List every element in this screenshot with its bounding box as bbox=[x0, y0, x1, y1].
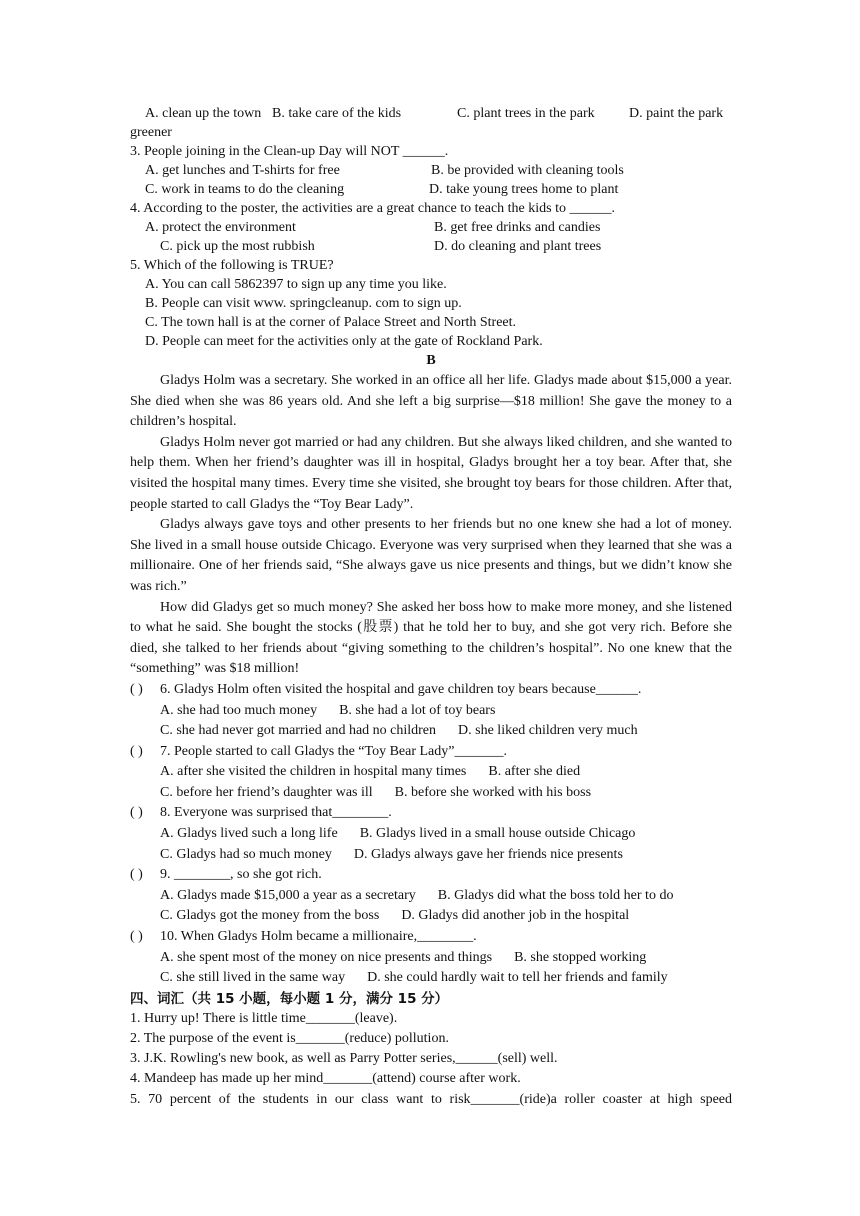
passage-paragraph: Gladys Holm never got married or had any children. But she always liked children, and she wanted to help them. When her friend’s daughter was ill in hospital, Gladys brought her a toy bear. After that, she visited the hospital many times. Every time she visited, she brought toy bears for those children. After that, people started to call Gladys the “Toy Bear Lady”. bbox=[130, 434, 732, 512]
q5-option-c: C. The town hall is at the corner of Palace Street and North Street. bbox=[145, 315, 517, 330]
vocab-item: 3. J.K. Rowling's new book, as well as Parry Potter series,______(sell) well. bbox=[130, 1051, 558, 1067]
question-6 bbox=[130, 680, 732, 742]
option: C. she still lived in the same way bbox=[160, 970, 346, 986]
section-b-label: B bbox=[426, 353, 436, 368]
option: C. she had never got married and had no children bbox=[160, 723, 437, 739]
q2-options-row bbox=[130, 104, 732, 123]
question-stem: 6. Gladys Holm often visited the hospital and gave children toy bears because______. bbox=[160, 681, 642, 697]
answer-blank[interactable]: ( ) bbox=[130, 867, 143, 883]
option: C. before her friend’s daughter was ill bbox=[160, 784, 373, 800]
q4-options-row-2 bbox=[130, 237, 732, 256]
q3-option-d: D. take young trees home to plant bbox=[429, 182, 619, 197]
option: D. Gladys always gave her friends nice presents bbox=[353, 846, 623, 862]
question-8 bbox=[130, 803, 732, 865]
q3-option-a: A. get lunches and T-shirts for free bbox=[145, 163, 340, 178]
q5-option-a: A. You can call 5862397 to sign up any time you like. bbox=[145, 277, 447, 292]
vocab-section bbox=[130, 989, 732, 1110]
question-stem: 10. When Gladys Holm became a millionaire,________. bbox=[160, 929, 477, 945]
answer-blank[interactable]: ( ) bbox=[130, 805, 143, 821]
q4-option-d: D. do cleaning and plant trees bbox=[434, 239, 602, 254]
answer-blank[interactable]: ( ) bbox=[130, 743, 143, 759]
option: C. Gladys had so much money bbox=[160, 846, 332, 862]
q3-stem: 3. People joining in the Clean-up Day will NOT ______. bbox=[130, 144, 449, 159]
option: B. she had a lot of toy bears bbox=[339, 702, 496, 718]
vocab-item: 4. Mandeep has made up her mind_______(attend) course after work. bbox=[130, 1071, 521, 1087]
answer-blank[interactable]: ( ) bbox=[130, 681, 143, 697]
q5-option-b: B. People can visit www. springcleanup. com to sign up. bbox=[145, 296, 462, 311]
option: B. she stopped working bbox=[514, 949, 647, 965]
q2-option-a: A. clean up the town bbox=[145, 106, 262, 121]
option: B. after she died bbox=[488, 764, 581, 780]
q5-stem: 5. Which of the following is TRUE? bbox=[130, 258, 334, 273]
question-stem: 7. People started to call Gladys the “Toy Bear Lady”_______. bbox=[160, 743, 507, 759]
q3-options-row-1 bbox=[130, 161, 732, 180]
q3-option-b: B. be provided with cleaning tools bbox=[431, 163, 624, 178]
q4-options-row-1 bbox=[130, 218, 732, 237]
option: A. Gladys made $15,000 a year as a secretary bbox=[160, 887, 416, 903]
question-stem: 9. ________, so she got rich. bbox=[160, 867, 322, 883]
option: A. Gladys lived such a long life bbox=[160, 826, 338, 842]
option: D. Gladys did another job in the hospital bbox=[401, 908, 630, 924]
question-10 bbox=[130, 927, 732, 989]
option: C. Gladys got the money from the boss bbox=[160, 908, 380, 924]
option: D. she could hardly wait to tell her friends and family bbox=[367, 970, 668, 986]
option: A. she spent most of the money on nice presents and things bbox=[160, 949, 493, 965]
option: B. Gladys did what the boss told her to do bbox=[437, 887, 674, 903]
question-9 bbox=[130, 865, 732, 927]
question-stem: 8. Everyone was surprised that________. bbox=[160, 805, 392, 821]
option: A. she had too much money bbox=[160, 702, 318, 718]
q2-option-b: B. take care of the kids bbox=[272, 106, 402, 121]
passage-paragraph: Gladys always gave toys and other presents to her friends but no one knew she had a lot of money. She lived in a small house outside Chicago. Everyone was very surprised when they learned that she was a millionaire. One of her friends said, “She always gave us nice presents and things, but we didn’t know she was rich.” bbox=[130, 517, 732, 594]
vocab-heading: 四、词汇（共 15 小题，每小题 1 分，满分 15 分） bbox=[130, 990, 449, 1007]
q2-option-d: D. paint the park bbox=[629, 106, 724, 121]
option: D. she liked children very much bbox=[458, 723, 638, 739]
passage-paragraph: Gladys Holm was a secretary. She worked in an office all her life. Gladys made about $15,000 a year. She died when she was 86 years old. And she left a big surprise—$18 million! She gave the money to a children’s hospital. bbox=[130, 373, 732, 430]
q3-option-c: C. work in teams to do the cleaning bbox=[145, 182, 345, 197]
option: B. Gladys lived in a small house outside Chicago bbox=[359, 826, 636, 842]
vocab-item: 1. Hurry up! There is little time_______(leave). bbox=[130, 1010, 398, 1026]
vocab-item: 2. The purpose of the event is_______(reduce) pollution. bbox=[130, 1031, 449, 1047]
answer-blank[interactable]: ( ) bbox=[130, 929, 143, 945]
q5-option-d: D. People can meet for the activities only at the gate of Rockland Park. bbox=[145, 334, 543, 349]
question-7 bbox=[130, 742, 732, 804]
passage-b bbox=[130, 371, 732, 680]
option: A. after she visited the children in hospital many times bbox=[160, 764, 467, 780]
q4-stem: 4. According to the poster, the activities are a great chance to teach the kids to ______. bbox=[130, 201, 615, 216]
page-content bbox=[130, 104, 732, 1110]
vocab-item: 5. 70 percent of the students in our class want to risk_______(ride)a roller coaster at high speed bbox=[130, 1091, 732, 1107]
q3-options-row-2 bbox=[130, 180, 732, 199]
q2-option-c: C. plant trees in the park bbox=[457, 106, 595, 121]
q4-option-a: A. protect the environment bbox=[145, 220, 296, 235]
q4-option-c: C. pick up the most rubbish bbox=[160, 239, 315, 254]
option: B. before she worked with his boss bbox=[394, 784, 592, 800]
q4-option-b: B. get free drinks and candies bbox=[434, 220, 601, 235]
passage-paragraph: How did Gladys get so much money? She asked her boss how to make more money, and she listened to what he said. She bought the stocks (股票) that he told her to buy, and she got very rich. Before she died, she talked to her friends about “giving something to the children’s hospital”. No one knew that the “something” was $18 million! bbox=[130, 599, 732, 677]
q2-option-d-continued: greener bbox=[130, 125, 172, 140]
